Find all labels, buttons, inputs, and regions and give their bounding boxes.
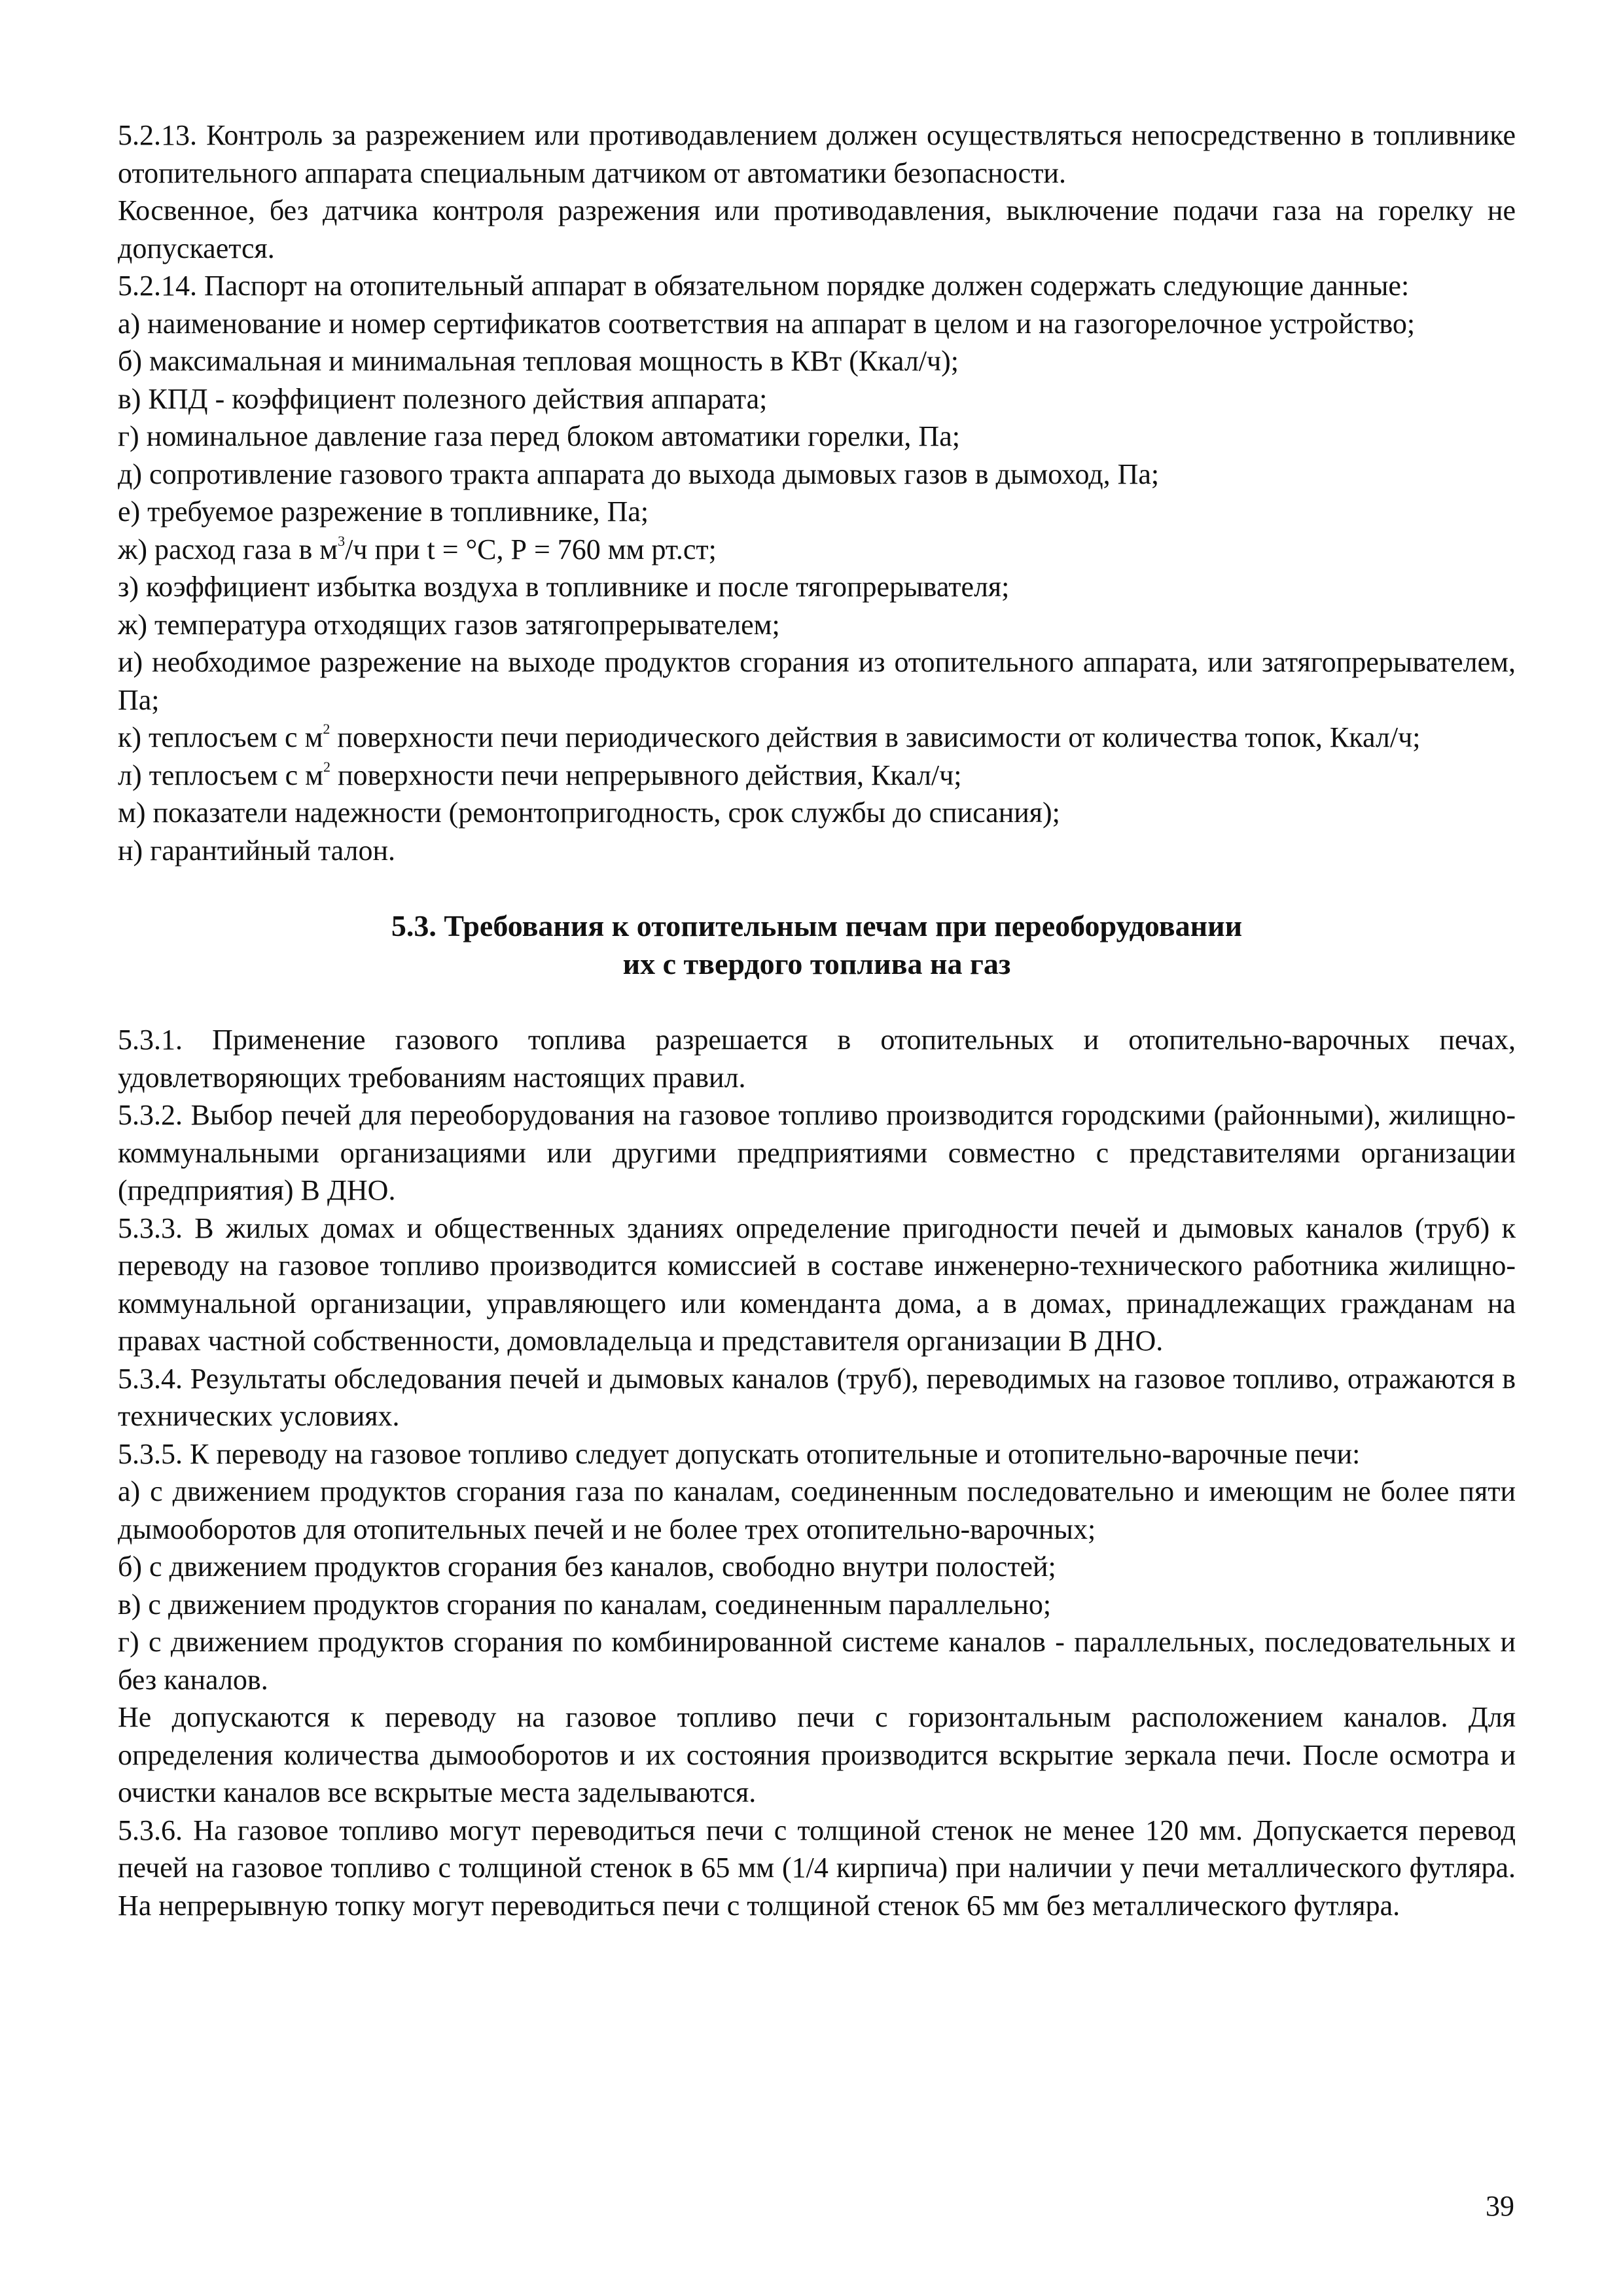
paragraph-not-allowed: Не допускаются к переводу на газовое топливо печи с горизонтальным расположением каналов. Для определения количества дымооборотов и их состояния производится вскрытие зеркала печи. После осмотра и очистки каналов все вскрытые места заделываются. [118, 1701, 1516, 1808]
list-item-v: в) КПД - коэффициент полезного действия аппарата; [118, 382, 768, 415]
paragraph-5-3-6: 5.3.6. На газовое топливо могут переводиться печи с толщиной стенок не менее 120 мм. Допускается перевод печей на газовое топливо с толщиной стенок в 65 мм (1/4 кирпича) при наличии у печи металлического футляра. На непрерывную топку могут переводиться печи с толщиной стенок 65 мм без металлического футляра. [118, 1814, 1516, 1922]
section-list-item-b: б) с движением продуктов сгорания без каналов, свободно внутри полостей; [118, 1551, 1056, 1583]
list-item-a: а) наименование и номер сертификатов соответствия на аппарат в целом и на газогорелочное устройство; [118, 307, 1416, 340]
list-item-n: н) гарантийный талон. [118, 834, 396, 867]
item-k-text-after: поверхности печи периодического действия в зависимости от количества топок, Ккал/ч; [330, 721, 1421, 753]
heading-line-2: их с твердого топлива на газ [622, 947, 1011, 980]
item-zh-text-before: ж) расход газа в м [118, 533, 338, 565]
paragraph-5-3-1: 5.3.1. Применение газового топлива разрешается в отопительных и отопительно-варочных печах, удовлетворяющих требованиям настоящих правил. [118, 1024, 1516, 1094]
item-k-text-before: к) теплосъем с м [118, 721, 323, 753]
section-list-item-v: в) с движением продуктов сгорания по каналам, соединенным параллельно; [118, 1588, 1052, 1621]
list-item-e: е) требуемое разрежение в топливнике, Па; [118, 495, 649, 528]
section-list-item-g: г) с движением продуктов сгорания по комбинированной системе каналов - параллельных, последовательных и без каналов. [118, 1626, 1516, 1696]
item-l-text-before: л) теплосъем с м [118, 759, 323, 791]
list-item-g: г) номинальное давление газа перед блоком автоматики горелки, Па; [118, 420, 960, 452]
paragraph-5-3-5: 5.3.5. К переводу на газовое топливо следует допускать отопительные и отопительно-варочные печи: [118, 1437, 1361, 1470]
document-page [118, 117, 1516, 1924]
list-item-b: б) максимальная и минимальная тепловая мощность в КВт (Ккал/ч); [118, 345, 959, 377]
superscript-2: 2 [323, 758, 330, 775]
list-item-z: з) коэффициент избытка воздуха в топливнике и после тягопрерывателя; [118, 571, 1010, 603]
superscript-2: 2 [323, 721, 330, 737]
item-zh-text-after: /ч при t = °С, Р = 760 мм рт.ст; [345, 533, 717, 565]
list-item-d: д) сопротивление газового тракта аппарата до выхода дымовых газов в дымоход, Па; [118, 457, 1160, 490]
list-item-l [118, 757, 1516, 795]
section-list-item-a: а) с движением продуктов сгорания газа по каналам, соединенным последовательно и имеющим не более пяти дымооборотов для отопительных печей и не более трех отопительно-варочных; [118, 1475, 1516, 1545]
list-item-zh-temperature: ж) температура отходящих газов затягопрерывателем; [118, 608, 780, 641]
paragraph-5-3-4: 5.3.4. Результаты обследования печей и дымовых каналов (труб), переводимых на газовое топливо, отражаются в технических условиях. [118, 1362, 1516, 1432]
page-number: 39 [1486, 2190, 1514, 2222]
superscript-3: 3 [338, 532, 346, 549]
list-item-zh-gas-flow [118, 531, 1516, 569]
list-item-k [118, 719, 1516, 757]
list-item-i: и) необходимое разрежение на выходе продуктов сгорания из отопительного аппарата, или затягопрерывателем, Па; [118, 646, 1516, 716]
paragraph-5-3-2: 5.3.2. Выбор печей для переоборудования на газовое топливо производится городскими (районными), жилищно-коммунальными организациями или другими предприятиями совместно с представителями организации (предприятия) В ДНО. [118, 1099, 1516, 1206]
section-heading-5-3 [118, 907, 1516, 983]
paragraph-5-3-3: 5.3.3. В жилых домах и общественных зданиях определение пригодности печей и дымовых каналов (труб) к переводу на газовое топливо производится комиссией в составе инженерно-технического работника жилищно-коммунальной организации, управляющего или коменданта дома, а в домах, принадлежащих гражданам на правах частной собственности, домовладельца и представителя организации В ДНО. [118, 1211, 1516, 1357]
paragraph-5-2-13: 5.2.13. Контроль за разрежением или противодавлением должен осуществляться непосредственно в топливнике отопительного аппарата специальным датчиком от автоматики безопасности. [118, 119, 1516, 189]
list-item-m: м) показатели надежности (ремонтопригодность, срок службы до списания); [118, 797, 1060, 829]
paragraph-indirect-shutoff: Косвенное, без датчика контроля разрежения или противодавления, выключение подачи газа на горелку не допускается. [118, 194, 1516, 264]
item-l-text-after: поверхности печи непрерывного действия, Ккал/ч; [330, 759, 962, 791]
heading-line-1: 5.3. Требования к отопительным печам при переоборудовании [391, 909, 1243, 942]
paragraph-5-2-14: 5.2.14. Паспорт на отопительный аппарат в обязательном порядке должен содержать следующие данные: [118, 270, 1410, 302]
